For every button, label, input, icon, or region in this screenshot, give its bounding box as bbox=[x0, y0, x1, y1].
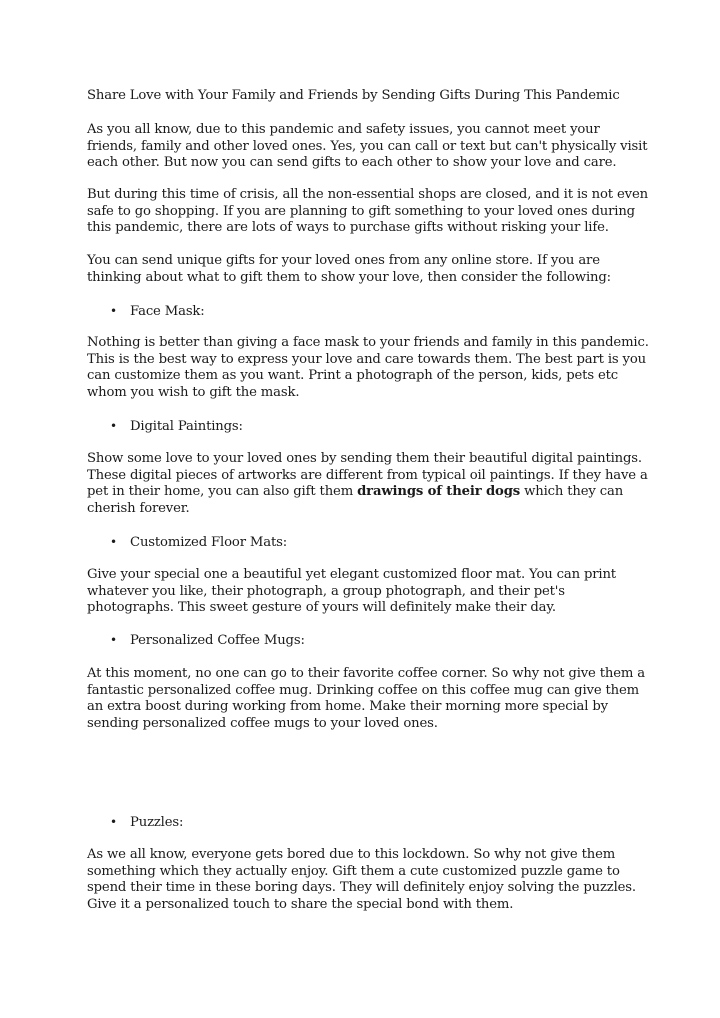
bullet-digital-paintings: • Digital Paintings: bbox=[110, 419, 243, 434]
bullet-personalized-coffee-mugs: • Personalized Coffee Mugs: bbox=[110, 633, 305, 648]
bullet-icon: • bbox=[110, 815, 117, 829]
puzzles-paragraph: As we all know, everyone gets bored due to this lockdown. So why not give them something which they actually enjoy. Gift them a cute customized puzzle game to spend their time in these boring days. They will definitely enjoy solving the puzzles. Give it a personalized touch to share the special bond with them. bbox=[87, 847, 636, 912]
face-mask-paragraph: Nothing is better than giving a face mask to your friends and family in this pandemic. This is the best way to express your love and care towards them. The best part is you can customize them as you want. Print a photograph of the person, kids, pets etc whom you wish to gift the mask. bbox=[87, 335, 649, 400]
bullet-icon: • bbox=[110, 535, 117, 549]
digital-paintings-paragraph: Show some love to your loved ones by sending them their beautiful digital paintings. These digital pieces of artworks are different from typical oil paintings. If they have a pet in their home, you can also gift them drawings of their dogs which they can cherish forever. bbox=[87, 451, 648, 516]
coffee-mugs-paragraph: At this moment, no one can go to their favorite coffee corner. So why not give them a fantastic personalized coffee mug. Drinking coffee on this coffee mug can give them an extra boost during working from home. Make their morning more special by sending personalized coffee mugs to your loved ones. bbox=[87, 666, 646, 731]
unique-gifts-paragraph: You can send unique gifts for your loved ones from any online store. If you are thinking about what to gift them to show your love, then consider the following: bbox=[87, 253, 611, 285]
bullet-icon: • bbox=[110, 304, 117, 318]
floor-mats-paragraph: Give your special one a beautiful yet elegant customized floor mat. You can print whatever you like, their photograph, a group photograph, and their pet's photographs. This sweet gesture of yours will definitely make their day. bbox=[87, 567, 616, 616]
bullet-face-mask: • Face Mask: bbox=[110, 304, 205, 319]
dog-drawings-link[interactable]: drawings of their dogs bbox=[357, 484, 521, 500]
bullet-customized-floor-mats: • Customized Floor Mats: bbox=[110, 535, 288, 550]
crisis-paragraph: But during this time of crisis, all the non-essential shops are closed, and it is not even safe to go shopping. If you are planning to gift something to your loved ones during this pandemic, there are lots of ways to purchase gifts without risking your life. bbox=[87, 187, 648, 236]
bullet-icon: • bbox=[110, 419, 117, 433]
digital-paintings-line-with-link: pet in their home, you can also gift them drawings of their dogs which they can bbox=[87, 484, 624, 500]
bullet-icon: • bbox=[110, 633, 117, 647]
document-title: Share Love with Your Family and Friends by Sending Gifts During This Pandemic bbox=[87, 88, 620, 103]
intro-paragraph: As you all know, due to this pandemic and safety issues, you cannot meet your friends, family and other loved ones. Yes, you can call or text but can't physically visit each other. But now you can send gifts to each other to show your love and care. bbox=[87, 122, 648, 171]
bullet-puzzles: • Puzzles: bbox=[110, 815, 184, 830]
